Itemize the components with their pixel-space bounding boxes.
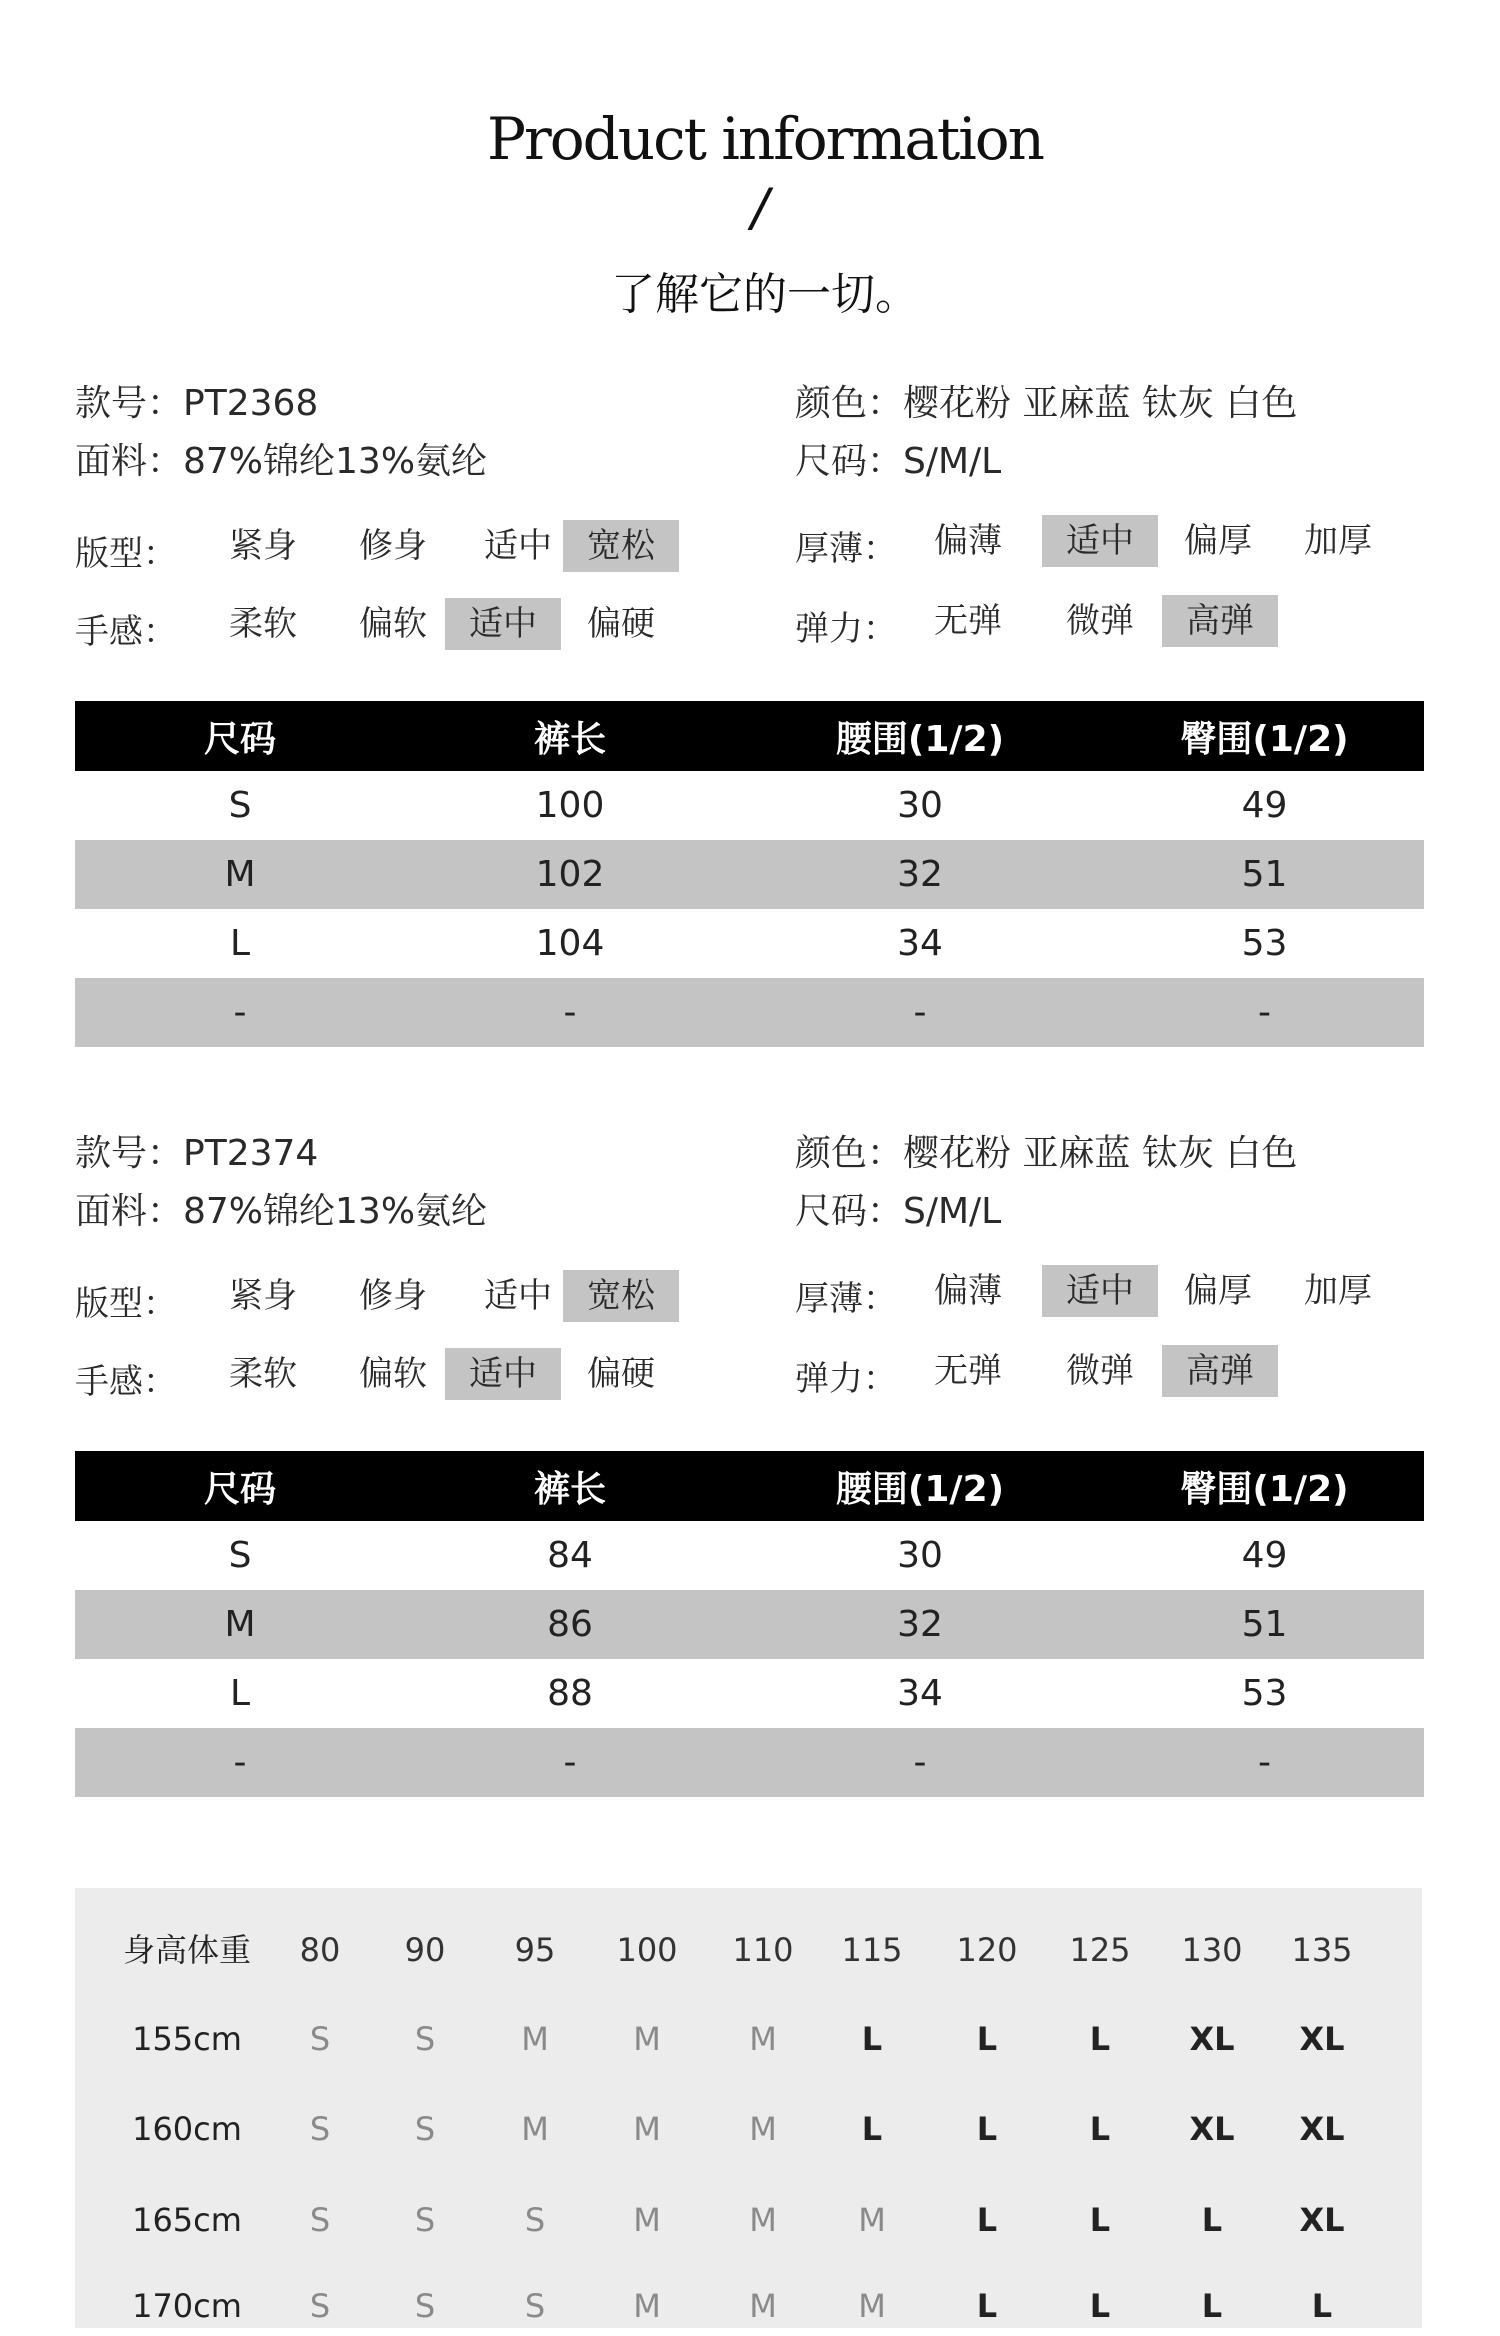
size-cell: M (224, 1604, 256, 1645)
feel-label: 手感： (75, 612, 177, 652)
thickness-option: 偏厚 (1184, 521, 1252, 561)
size-recommendation: L (1089, 2287, 1111, 2325)
size-table (75, 1451, 1424, 1797)
size-recommendation: L (861, 2020, 883, 2058)
feel-option: 柔软 (229, 604, 297, 644)
product-block (0, 375, 1500, 1075)
size-recommendation: M (749, 2201, 777, 2239)
size-recommendation: S (414, 2020, 436, 2058)
stretch-option: 无弹 (934, 601, 1002, 641)
stretch-label: 弹力： (795, 1359, 897, 1399)
size-recommendation: S (309, 2287, 331, 2325)
height-label: 155cm (132, 2020, 242, 2058)
rec-corner-label: 身高体重 (122, 1931, 251, 1969)
size-recommendation: XL (1189, 2110, 1235, 2148)
thickness-option: 适中 (1042, 1265, 1158, 1317)
weight-header: 125 (1069, 1931, 1131, 1969)
size-recommendation: M (749, 2287, 777, 2325)
waist-cell: 30 (897, 1535, 943, 1576)
fit-label: 版型： (75, 1284, 177, 1324)
hip-cell: 49 (1241, 785, 1288, 826)
hip-cell: 51 (1241, 1604, 1288, 1645)
product-sizes: 尺码：S/M/L (795, 1191, 1002, 1232)
hip-cell: 53 (1241, 923, 1288, 964)
page-subtitle: 了解它的一切。 (611, 269, 919, 320)
size-recommendation: L (1089, 2201, 1111, 2239)
title-slash: / (751, 178, 769, 238)
length-cell: - (563, 992, 577, 1033)
thickness-option: 加厚 (1304, 1271, 1372, 1311)
weight-header: 130 (1181, 1931, 1243, 1969)
product-colors: 颜色：樱花粉 亚麻蓝 钛灰 白色 (795, 1133, 1298, 1174)
size-cell: - (233, 992, 247, 1033)
thickness-option: 加厚 (1304, 521, 1372, 561)
column-header: 尺码 (203, 1468, 276, 1510)
size-recommendation: L (1201, 2287, 1223, 2325)
column-header: 臀围(1/2) (1180, 718, 1349, 760)
length-cell: 86 (547, 1604, 593, 1645)
table-row (75, 1728, 1424, 1797)
size-cell: L (229, 923, 251, 964)
size-recommendation: XL (1299, 2110, 1345, 2148)
length-cell: - (563, 1742, 577, 1783)
length-cell: 100 (535, 785, 605, 826)
feel-option: 柔软 (229, 1354, 297, 1394)
height-label: 170cm (132, 2287, 242, 2325)
feel-option: 适中 (445, 598, 561, 650)
size-cell: - (233, 1742, 247, 1783)
size-recommendation: M (633, 2110, 661, 2148)
size-recommendation: S (524, 2201, 546, 2239)
product-model: 款号：PT2368 (75, 383, 319, 424)
size-recommendation: S (414, 2287, 436, 2325)
thickness-option: 偏薄 (934, 1271, 1002, 1311)
hip-cell: 51 (1241, 854, 1288, 895)
weight-header: 100 (616, 1931, 678, 1969)
column-header: 腰围(1/2) (835, 718, 1005, 760)
thickness-label: 厚薄： (795, 1279, 897, 1319)
stretch-option: 微弹 (1066, 1351, 1134, 1391)
size-recommendation: S (309, 2020, 331, 2058)
page-title: Product information (486, 105, 1044, 173)
size-recommendation: S (309, 2201, 331, 2239)
rec-row (75, 2190, 1422, 2250)
size-recommendation: M (521, 2110, 549, 2148)
stretch-label: 弹力： (795, 609, 897, 649)
weight-header: 120 (956, 1931, 1018, 1969)
stretch-option: 无弹 (934, 1351, 1002, 1391)
feel-option: 适中 (445, 1348, 561, 1400)
size-cell: S (228, 1535, 252, 1576)
feel-option: 偏软 (359, 1354, 427, 1394)
size-recommendation: L (861, 2110, 883, 2148)
size-recommendation: S (414, 2110, 436, 2148)
feel-option: 偏硬 (587, 604, 655, 644)
thickness-label: 厚薄： (795, 529, 897, 569)
thickness-option: 偏厚 (1184, 1271, 1252, 1311)
size-recommendation: S (309, 2110, 331, 2148)
hip-cell: - (1258, 1742, 1271, 1783)
stretch-option: 微弹 (1066, 601, 1134, 641)
rec-row (75, 2009, 1422, 2069)
hip-cell: 49 (1241, 1535, 1288, 1576)
stretch-option: 高弹 (1162, 1345, 1278, 1397)
height-label: 160cm (132, 2110, 242, 2148)
stretch-option: 高弹 (1162, 595, 1278, 647)
size-cell: L (229, 1673, 251, 1714)
product-fabric: 面料：87%锦纶13%氨纶 (75, 1191, 488, 1232)
waist-cell: 34 (897, 923, 943, 964)
size-recommendation: L (1089, 2110, 1111, 2148)
waist-cell: 30 (897, 785, 943, 826)
size-recommendation: L (976, 2110, 998, 2148)
size-table-header (75, 1451, 1424, 1521)
product-sizes: 尺码：S/M/L (795, 441, 1002, 482)
weight-header: 110 (732, 1931, 794, 1969)
feel-label: 手感： (75, 1362, 177, 1402)
size-recommendation: L (1089, 2020, 1111, 2058)
product-model: 款号：PT2374 (75, 1133, 319, 1174)
size-recommendation: L (976, 2201, 998, 2239)
size-recommendation: S (524, 2287, 546, 2325)
length-cell: 102 (535, 854, 605, 895)
fit-label: 版型： (75, 534, 177, 574)
hip-cell: - (1258, 992, 1271, 1033)
fit-option: 紧身 (229, 1276, 297, 1316)
table-row (75, 840, 1424, 909)
thickness-option: 偏薄 (934, 521, 1002, 561)
hip-cell: 53 (1241, 1673, 1288, 1714)
table-row (75, 771, 1424, 840)
feel-option: 偏硬 (587, 1354, 655, 1394)
height-label: 165cm (132, 2201, 242, 2239)
column-header: 裤长 (533, 1468, 606, 1510)
waist-cell: 32 (897, 1604, 943, 1645)
rec-header-row (75, 1920, 1422, 1980)
waist-cell: - (913, 1742, 927, 1783)
table-row (75, 1659, 1424, 1728)
product-colors: 颜色：樱花粉 亚麻蓝 钛灰 白色 (795, 383, 1298, 424)
product-block (0, 1125, 1500, 1825)
size-table-header (75, 701, 1424, 771)
rec-row (75, 2099, 1422, 2159)
size-recommendation: L (1201, 2201, 1223, 2239)
table-row (75, 978, 1424, 1047)
size-recommendation: XL (1189, 2020, 1235, 2058)
product-fabric: 面料：87%锦纶13%氨纶 (75, 441, 488, 482)
column-header: 裤长 (533, 718, 606, 760)
size-cell: M (224, 854, 256, 895)
length-cell: 84 (547, 1535, 593, 1576)
fit-option: 宽松 (563, 520, 679, 572)
size-recommendation: M (858, 2287, 886, 2325)
column-header: 腰围(1/2) (835, 1468, 1005, 1510)
fit-option: 紧身 (229, 526, 297, 566)
weight-header: 90 (404, 1931, 446, 1969)
weight-header: 95 (514, 1931, 556, 1969)
length-cell: 104 (535, 923, 605, 964)
size-recommendation: L (1311, 2287, 1333, 2325)
size-recommendation: M (633, 2201, 661, 2239)
fit-option: 修身 (359, 526, 427, 566)
fit-option: 修身 (359, 1276, 427, 1316)
size-recommendation: XL (1299, 2201, 1345, 2239)
size-cell: S (228, 785, 252, 826)
size-recommendation: M (858, 2201, 886, 2239)
fit-option: 适中 (484, 526, 552, 566)
size-recommendation: M (633, 2020, 661, 2058)
size-recommendation: M (633, 2287, 661, 2325)
fit-option: 适中 (484, 1276, 552, 1316)
waist-cell: 32 (897, 854, 943, 895)
thickness-option: 适中 (1042, 515, 1158, 567)
rec-row (75, 2276, 1422, 2336)
table-row (75, 1521, 1424, 1590)
size-recommendation: M (521, 2020, 549, 2058)
weight-header: 135 (1291, 1931, 1353, 1969)
table-row (75, 1590, 1424, 1659)
column-header: 臀围(1/2) (1180, 1468, 1349, 1510)
size-recommendation: L (976, 2287, 998, 2325)
length-cell: 88 (547, 1673, 593, 1714)
size-recommendation: S (414, 2201, 436, 2239)
waist-cell: - (913, 992, 927, 1033)
size-recommendation-table (75, 1888, 1422, 2328)
column-header: 尺码 (203, 718, 276, 760)
size-recommendation: M (749, 2110, 777, 2148)
weight-header: 80 (299, 1931, 341, 1969)
size-recommendation: L (976, 2020, 998, 2058)
size-table (75, 701, 1424, 1047)
table-row (75, 909, 1424, 978)
waist-cell: 34 (897, 1673, 943, 1714)
size-recommendation: M (749, 2020, 777, 2058)
size-recommendation: XL (1299, 2020, 1345, 2058)
fit-option: 宽松 (563, 1270, 679, 1322)
weight-header: 115 (841, 1931, 903, 1969)
feel-option: 偏软 (359, 604, 427, 644)
